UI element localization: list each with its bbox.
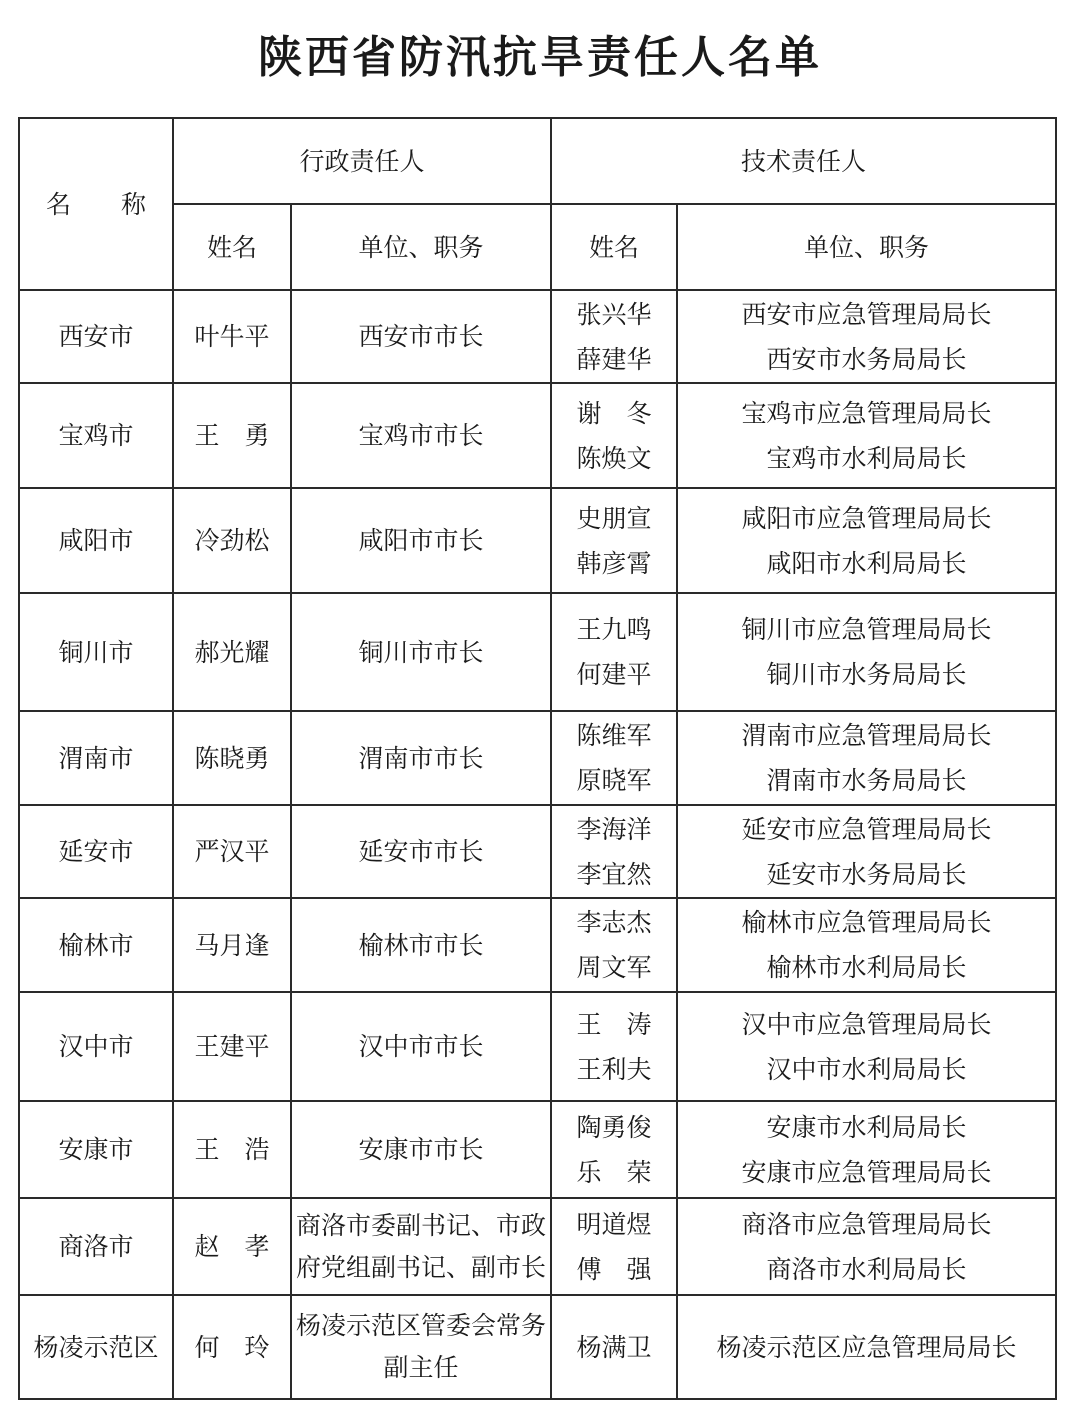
tech-name-cell: [551, 290, 677, 383]
tech-name-cell: [551, 1101, 677, 1198]
tech-name: 陈焕文: [576, 443, 652, 473]
tech-name: 周文军: [576, 953, 652, 982]
table-row: [19, 593, 1056, 711]
tech-name: 陈维军: [576, 721, 652, 750]
tech-name: 李宜然: [576, 859, 652, 889]
tech-unit: 宝鸡市水利局局长: [766, 443, 967, 473]
tech-name-cell: [551, 898, 677, 992]
admin-unit-cell: 杨凌示范区管委会常务副主任: [291, 1295, 551, 1399]
tech-name-cell: [551, 383, 677, 488]
tech-unit: 安康市水利局局长: [766, 1112, 967, 1142]
tech-unit-cell: [677, 898, 1056, 992]
tech-unit: 榆林市水利局局长: [766, 953, 967, 982]
admin-unit-cell: 安康市市长: [291, 1101, 551, 1198]
region-cell: 咸阳市: [19, 488, 173, 593]
header-admin-unit: 单位、职务: [291, 204, 551, 290]
tech-name: 史朋宣: [576, 503, 652, 533]
tech-name: 何建平: [576, 660, 652, 689]
header-region: 名 称: [19, 118, 173, 290]
tech-name-cell: [551, 1198, 677, 1295]
admin-name-cell: 马月逢: [173, 898, 291, 992]
tech-unit: 榆林市应急管理局局长: [741, 908, 992, 937]
admin-unit-cell: 宝鸡市市长: [291, 383, 551, 488]
tech-unit-cell: [677, 1295, 1056, 1399]
tech-name: 乐 荣: [576, 1157, 652, 1187]
tech-unit: 渭南市水务局局长: [766, 766, 967, 795]
tech-unit-cell: [677, 992, 1056, 1101]
table-row: [19, 1101, 1056, 1198]
admin-unit-cell: 商洛市委副书记、市政府党组副书记、副市长: [291, 1198, 551, 1295]
tech-unit: 汉中市应急管理局局长: [741, 1009, 992, 1039]
region-cell: 延安市: [19, 805, 173, 898]
admin-name-cell: 赵 孝: [173, 1198, 291, 1295]
tech-unit: 杨凌示范区应急管理局局长: [716, 1332, 1017, 1362]
header-row-groups: [19, 118, 1056, 204]
tech-name: 杨满卫: [576, 1332, 652, 1362]
tech-name-cell: [551, 711, 677, 805]
header-admin-name: 姓名: [173, 204, 291, 290]
region-cell: 杨凌示范区: [19, 1295, 173, 1399]
region-cell: 汉中市: [19, 992, 173, 1101]
header-admin-group: 行政责任人: [173, 118, 551, 204]
tech-unit: 铜川市水务局局长: [766, 660, 967, 689]
tech-name-cell: [551, 805, 677, 898]
tech-name: 李海洋: [576, 814, 652, 844]
tech-name: 傅 强: [576, 1254, 652, 1284]
region-cell: 宝鸡市: [19, 383, 173, 488]
region-cell: 榆林市: [19, 898, 173, 992]
tech-unit: 商洛市应急管理局局长: [741, 1209, 992, 1239]
tech-name: 陶勇俊: [576, 1112, 652, 1142]
table-row: [19, 898, 1056, 992]
region-cell: 西安市: [19, 290, 173, 383]
table-row: [19, 488, 1056, 593]
admin-name-cell: 郝光耀: [173, 593, 291, 711]
tech-unit-cell: [677, 593, 1056, 711]
admin-name-cell: 王 勇: [173, 383, 291, 488]
tech-unit: 咸阳市应急管理局局长: [741, 503, 992, 533]
table-row: [19, 383, 1056, 488]
page-title: 陕西省防汛抗旱责任人名单: [258, 32, 822, 83]
tech-unit: 宝鸡市应急管理局局长: [741, 398, 992, 428]
admin-unit-cell: 渭南市市长: [291, 711, 551, 805]
tech-name: 谢 冬: [576, 398, 652, 428]
admin-name-cell: 冷劲松: [173, 488, 291, 593]
tech-name: 王 涛: [576, 1009, 652, 1039]
tech-unit: 西安市应急管理局局长: [741, 299, 992, 329]
tech-unit-cell: [677, 383, 1056, 488]
tech-name: 原晓军: [576, 766, 652, 795]
admin-unit-cell: 铜川市市长: [291, 593, 551, 711]
admin-unit-cell: 汉中市市长: [291, 992, 551, 1101]
header-tech-name: 姓名: [551, 204, 677, 290]
tech-name: 明道煜: [576, 1209, 652, 1239]
tech-unit-cell: [677, 488, 1056, 593]
header-row-columns: [19, 204, 1056, 290]
tech-unit: 延安市水务局局长: [766, 859, 967, 889]
admin-unit-cell: 西安市市长: [291, 290, 551, 383]
tech-name: 张兴华: [576, 299, 652, 329]
table-row: [19, 1198, 1056, 1295]
tech-unit-cell: [677, 290, 1056, 383]
header-tech-group: 技术责任人: [551, 118, 1056, 204]
tech-unit: 西安市水务局局长: [766, 344, 967, 374]
admin-name-cell: 王建平: [173, 992, 291, 1101]
table-row: [19, 805, 1056, 898]
tech-name: 王九鸣: [576, 615, 652, 644]
tech-name-cell: [551, 1295, 677, 1399]
tech-name: 王利夫: [576, 1054, 652, 1084]
tech-unit: 安康市应急管理局局长: [741, 1157, 992, 1187]
tech-unit-cell: [677, 805, 1056, 898]
tech-unit: 铜川市应急管理局局长: [741, 615, 992, 644]
admin-name-cell: 陈晓勇: [173, 711, 291, 805]
tech-name-cell: [551, 593, 677, 711]
admin-unit-cell: 榆林市市长: [291, 898, 551, 992]
admin-name-cell: 何 玲: [173, 1295, 291, 1399]
tech-unit-cell: [677, 1198, 1056, 1295]
region-cell: 渭南市: [19, 711, 173, 805]
region-cell: 商洛市: [19, 1198, 173, 1295]
table-row: [19, 1295, 1056, 1399]
tech-unit: 汉中市水利局局长: [766, 1054, 967, 1084]
table-row: [19, 992, 1056, 1101]
admin-name-cell: 严汉平: [173, 805, 291, 898]
tech-unit: 延安市应急管理局局长: [741, 814, 992, 844]
tech-name: 薛建华: [576, 344, 652, 374]
tech-unit-cell: [677, 1101, 1056, 1198]
admin-name-cell: 叶牛平: [173, 290, 291, 383]
tech-unit-cell: [677, 711, 1056, 805]
region-cell: 安康市: [19, 1101, 173, 1198]
tech-name: 李志杰: [576, 908, 652, 937]
tech-name-cell: [551, 488, 677, 593]
table-row: [19, 290, 1056, 383]
tech-name-cell: [551, 992, 677, 1101]
tech-unit: 渭南市应急管理局局长: [741, 721, 992, 750]
tech-name: 韩彦霄: [576, 548, 652, 578]
header-tech-unit: 单位、职务: [677, 204, 1056, 290]
tech-unit: 商洛市水利局局长: [766, 1254, 967, 1284]
admin-name-cell: 王 浩: [173, 1101, 291, 1198]
table-row: [19, 711, 1056, 805]
admin-unit-cell: 延安市市长: [291, 805, 551, 898]
region-cell: 铜川市: [19, 593, 173, 711]
admin-unit-cell: 咸阳市市长: [291, 488, 551, 593]
tech-unit: 咸阳市水利局局长: [766, 548, 967, 578]
responsibility-table: [18, 117, 1057, 1400]
